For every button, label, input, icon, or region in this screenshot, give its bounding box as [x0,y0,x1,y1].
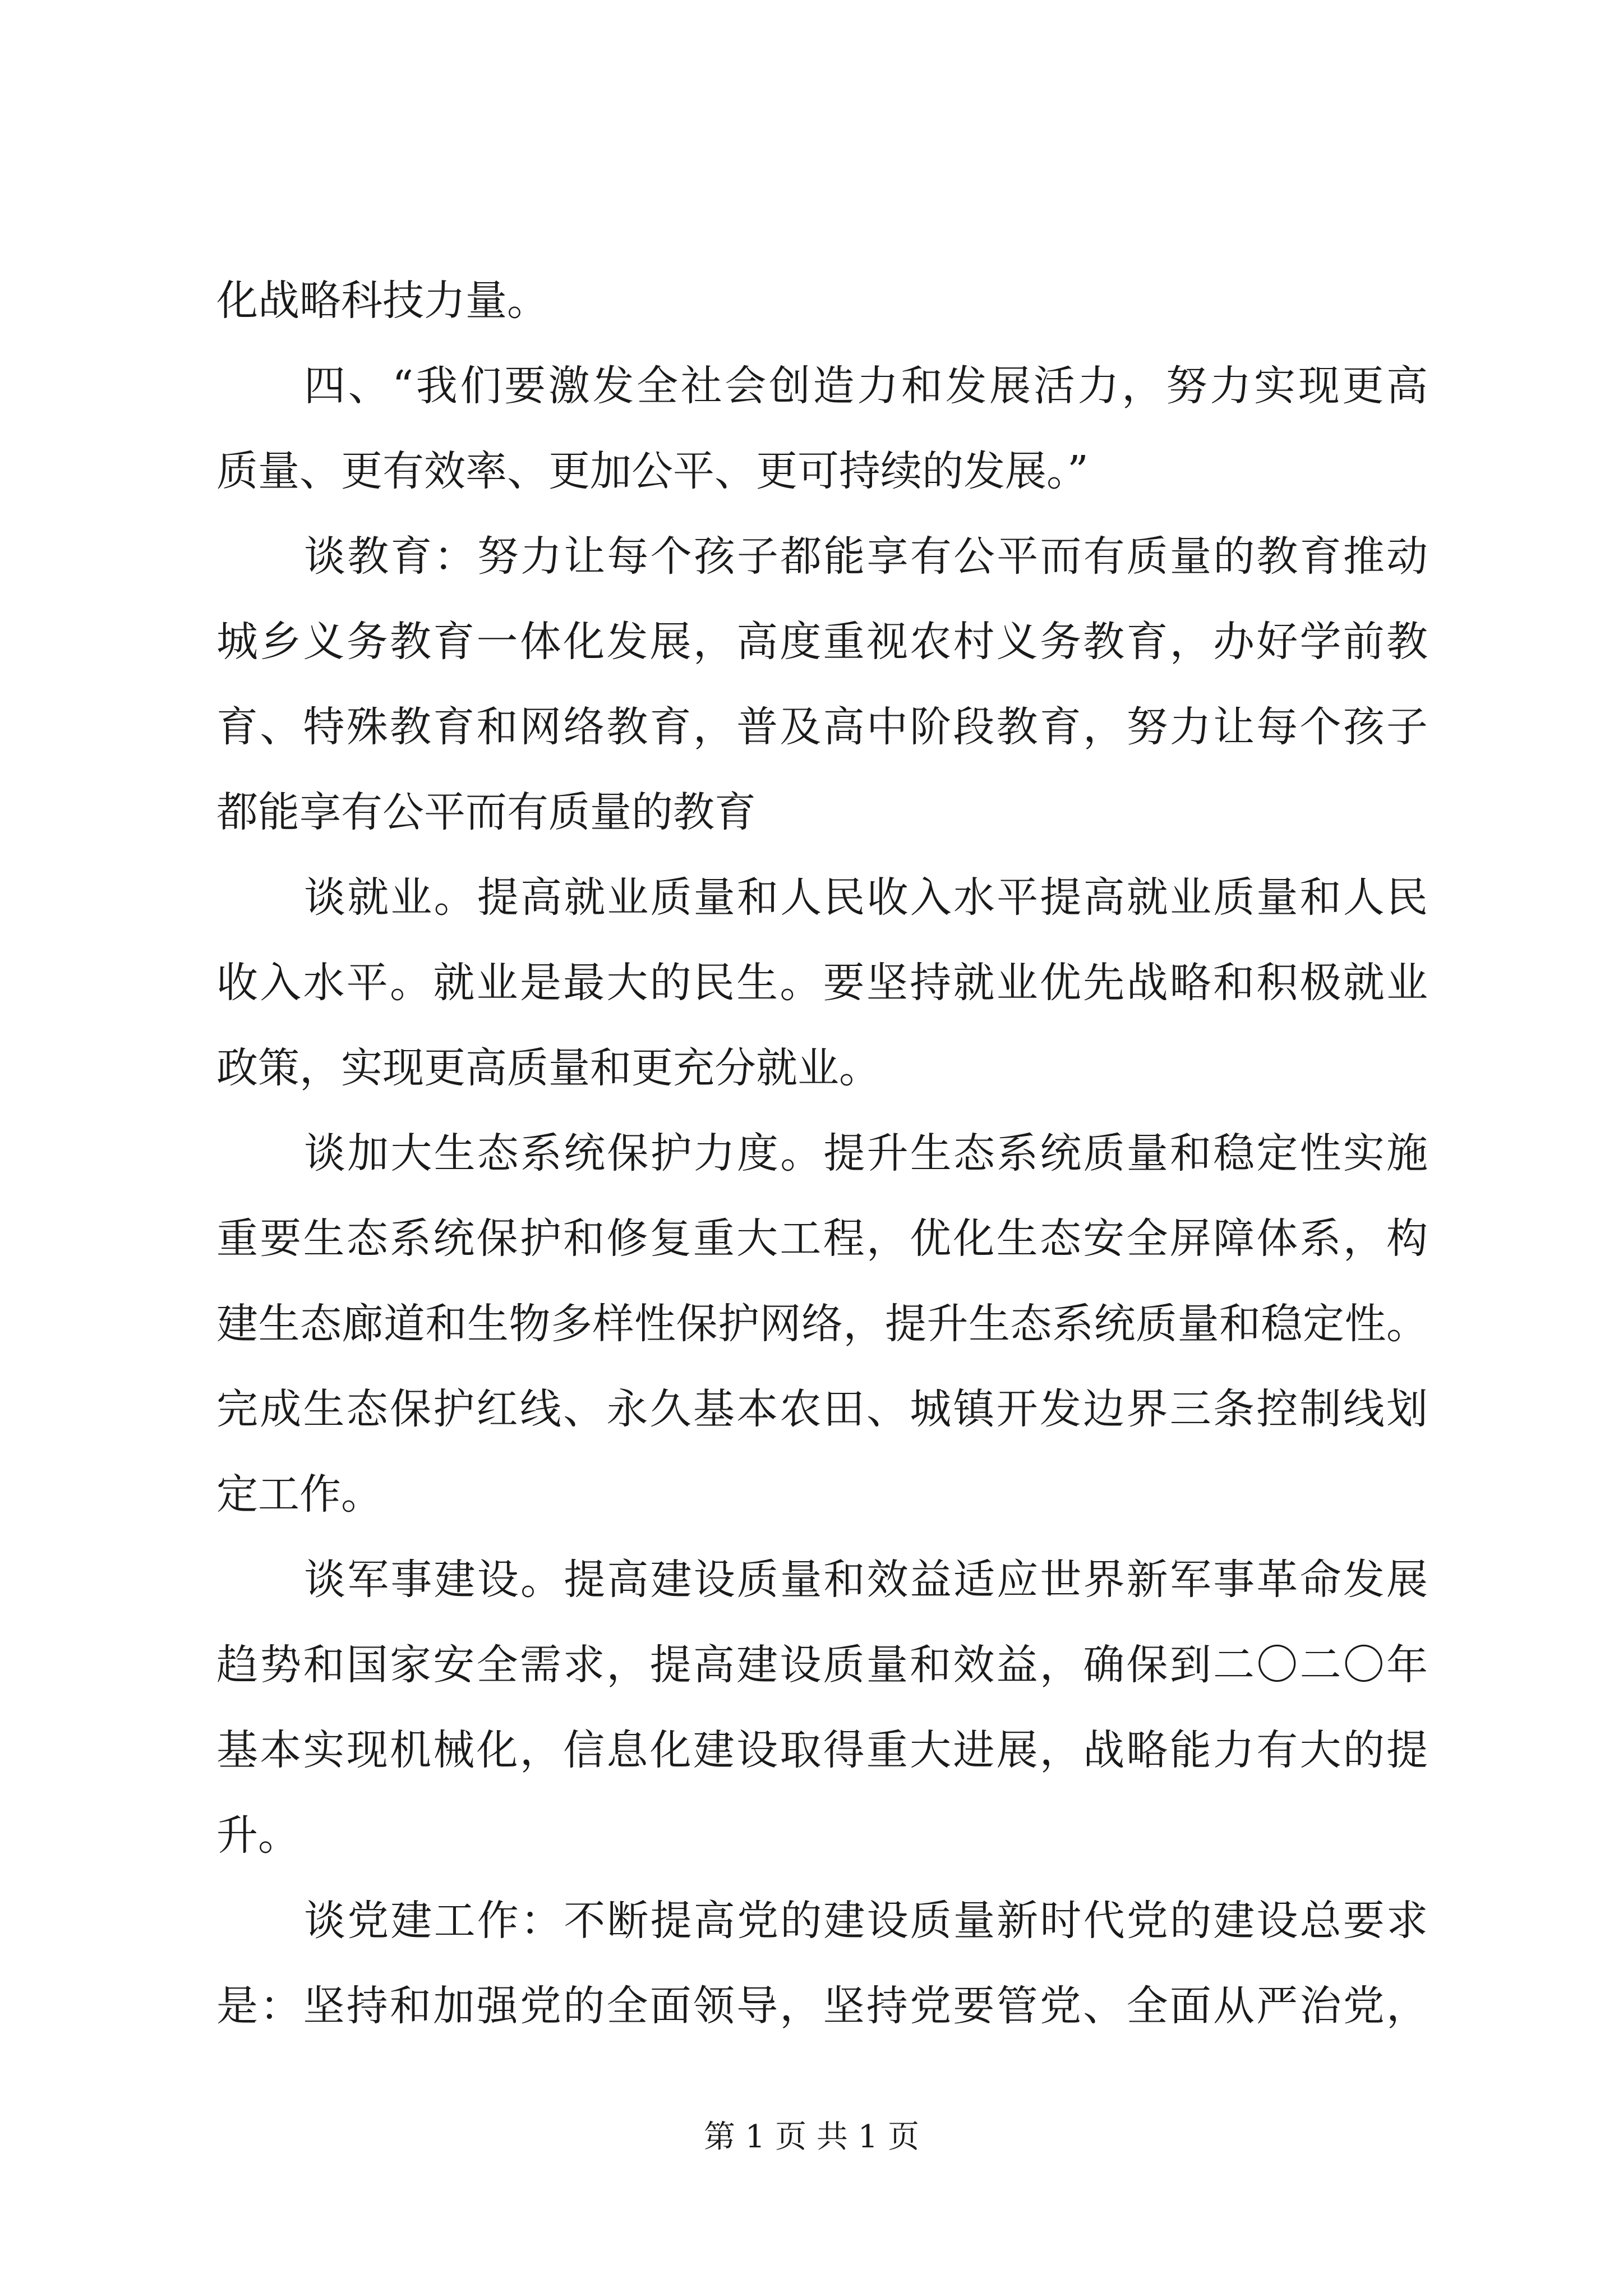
paragraph [216,258,1428,343]
text-line: 完成生态保护红线、永久基本农田、城镇开发边界三条控制线划 [216,1385,1428,1433]
text-line: 收入水平。就业是最大的民生。要坚持就业优先战略和积极就业 [216,959,1428,1007]
text-line: 基本实现机械化，信息化建设取得重大进展，战略能力有大的提 [216,1726,1428,1774]
text-line: 谈就业。提高就业质量和人民收入水平提高就业质量和人民 [304,873,1428,922]
text-line: 定工作。 [216,1470,382,1519]
paragraph [216,343,1428,514]
text-line: 谈加大生态系统保护力度。提升生态系统质量和稳定性实施 [304,1129,1428,1177]
text-line: 升。 [216,1811,299,1860]
page-footer [0,2115,1623,2160]
paragraph [216,855,1428,1111]
paragraph [216,1878,1428,2049]
text-line: 建生态廊道和生物多样性保护网络，提升生态系统质量和稳定性。 [216,1300,1428,1348]
text-line: 化战略科技力量。 [216,277,548,325]
text-line: 都能享有公平而有质量的教育 [216,788,756,836]
text-line: 城乡义务教育一体化发展，高度重视农村义务教育，办好学前教 [216,618,1428,666]
paragraph [216,1111,1428,1537]
text-line: 育、特殊教育和网络教育，普及高中阶段教育，努力让每个孩子 [216,703,1428,751]
text-line: 谈教育：努力让每个孩子都能享有公平而有质量的教育推动 [304,532,1428,581]
paragraph [216,514,1428,855]
text-line: 质量、更有效率、更加公平、更可持续的发展。” [216,447,1089,495]
text-line: 谈军事建设。提高建设质量和效益适应世界新军事革命发展 [304,1556,1428,1604]
text-line: 重要生态系统保护和修复重大工程，优化生态安全屏障体系，构 [216,1214,1428,1263]
text-line: 是：坚持和加强党的全面领导，坚持党要管党、全面从严治党， [216,1982,1428,2030]
text-line: 四、“我们要激发全社会创造力和发展活力，努力实现更高 [304,362,1428,410]
page-number: 第 1 页 共 1 页 [703,2119,920,2155]
text-line: 谈党建工作：不断提高党的建设质量新时代党的建设总要求 [304,1897,1428,1945]
document-body [216,258,1428,2049]
text-line: 政策，实现更高质量和更充分就业。 [216,1044,880,1092]
text-line: 趋势和国家安全需求，提高建设质量和效益，确保到二〇二〇年 [216,1641,1428,1689]
paragraph [216,1537,1428,1878]
